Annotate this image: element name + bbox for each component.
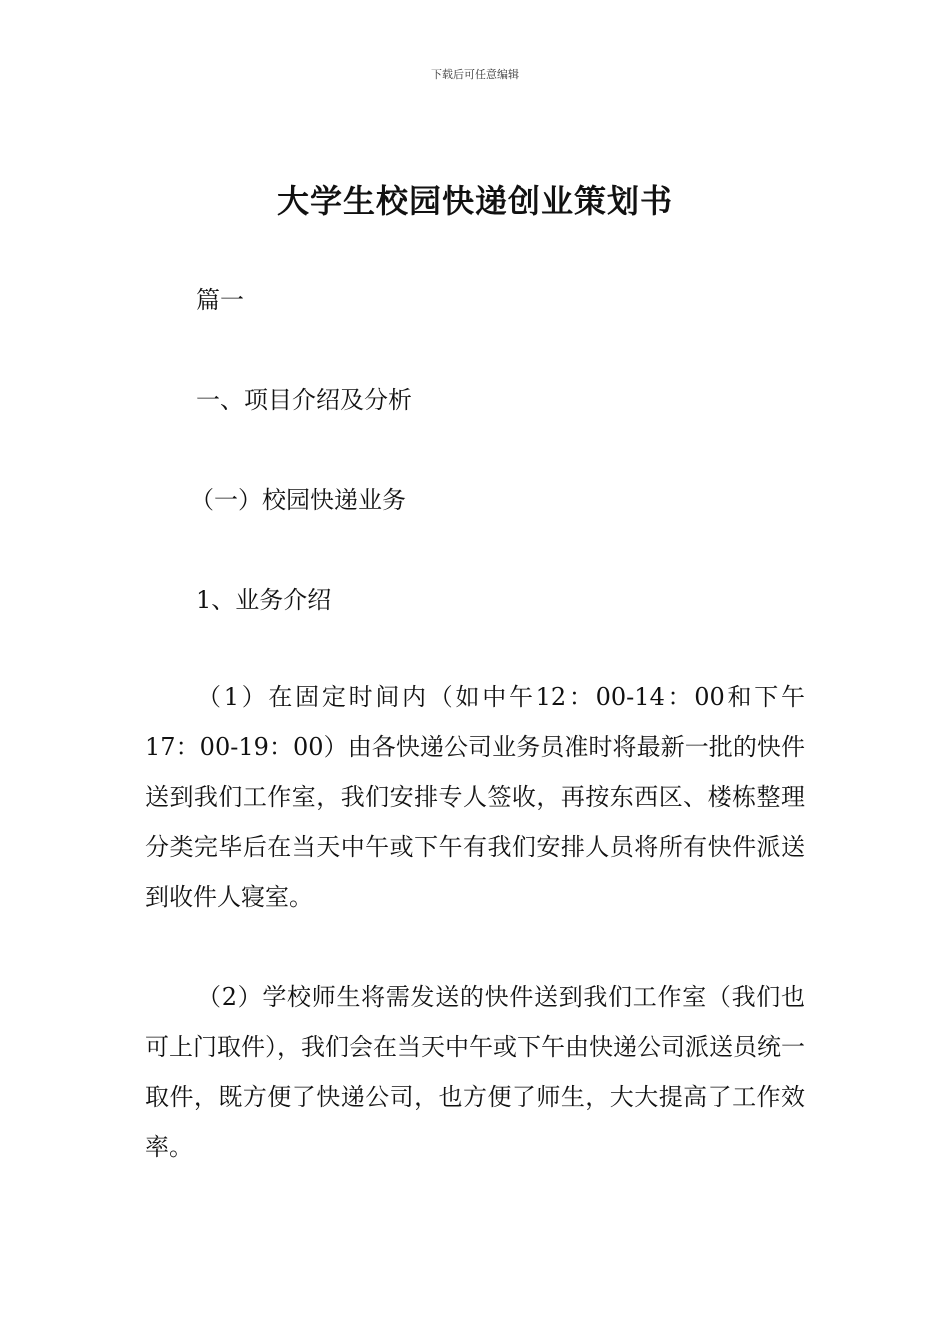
part-label: 篇一 — [196, 286, 244, 314]
subsection-heading: （一）校园快递业务 — [190, 486, 406, 514]
document-title: 大学生校园快递创业策划书 — [276, 182, 673, 220]
paragraph-2: （2）学校师生将需发送的快件送到我们工作室（我们也可上门取件），我们会在当天中午或下午由快递公司派送员统一取件，既方便了快递公司，也方便了师生，大大提高了工作效率。 — [145, 983, 805, 1161]
header-note: 下载后可任意编辑 — [431, 68, 519, 81]
item-heading: 1、业务介绍 — [196, 586, 332, 614]
paragraph-1: （1）在固定时间内（如中午12：00-14：00和下午17：00-19：00）由各快递公司业务员准时将最新一批的快件送到我们工作室，我们安排专人签收，再按东西区、楼栋整理分类完毕后在当天中午或下午有我们安排人员将所有快件派送到收件人寝室。 — [145, 683, 805, 911]
section-heading: 一、项目介绍及分析 — [196, 386, 412, 414]
